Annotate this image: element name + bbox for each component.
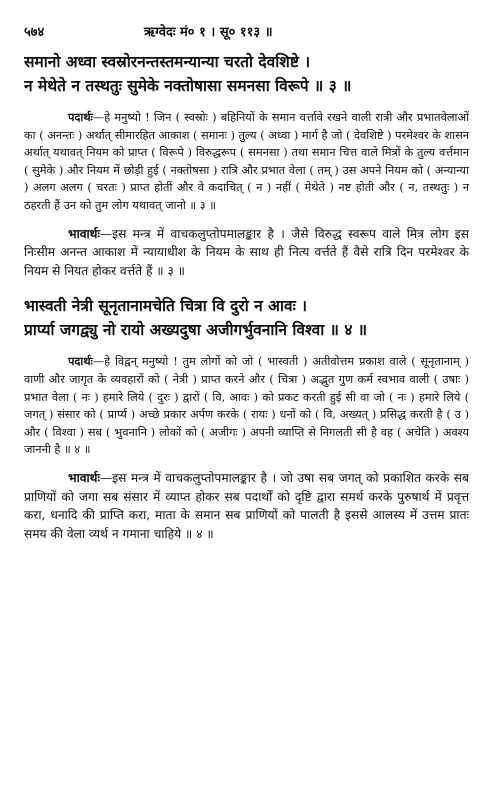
padartha-4-label: पदार्थः (68, 354, 93, 369)
running-head: ऋग्वेदः मं० १ । सू० ११३ ॥ (144, 25, 273, 40)
page-header (24, 22, 469, 46)
padartha-3-paragraph (24, 109, 469, 215)
bhavartha-3-paragraph (24, 225, 469, 281)
padartha-3-text: —हे मनुष्यो ! जिन ( स्वस्रोः ) बहिनियों के समान वर्त्तावे रखने वाली रात्री और प्रभातवेलाओं का ( अनन्तः ) अर्थात् सीमारहित आकाश ( समानः ) तुल्य ( अध्वा ) मार्ग है जो ( देवशिष्टे ) परमेश्वर के शासन अर्थात् यथावत् नियम को प्राप्त ( विरूपे ) विरुद्धरूप ( समनसा ) तथा समान चित्त वाले मित्रों के तुल्य वर्त्तमान ( सुमेके ) और नियम में छोड़ी हुई ( नक्तोषसा ) रात्रि और प्रभात वेला ( तम् ) उस अपने नियम को ( अन्यान्या ) अलग अलग ( चरतः ) प्राप्त होतीं और वे कदाचित् ( न ) नहीं ( मेथेते ) नष्ट होती और ( न, तस्थतुः ) न ठहरती हैं उन को तुम लोग यथावत् जानो ॥ ३ ॥ (24, 111, 469, 212)
bhavartha-3-label: भावार्थः (68, 226, 100, 241)
padartha-4-text: —हे विद्वन् मनुष्यो ! तुम लोगों को जो ( भास्वती ) अतीवोत्तम प्रकाश वाले ( सूनृतानाम् ) वाणी और जागृत के व्यवहारों को ( नेत्री ) प्राप्त करने और ( चित्रा ) अद्भुत गुण कर्म स्वभाव वाली ( उषाः ) प्रभात वेला ( नः ) हमारे लिये ( दुरः ) द्वारों ( वि, आवः ) को प्रकट करती हुई सी वा जो ( नः ) हमारे लिये ( जगत् ) संसार को ( प्रार्प्य ) अच्छे प्रकार अर्पण करके ( रायः ) धनों को ( वि, अख्यत् ) प्रसिद्ध करती है ( उ ) और ( विश्वा ) सब ( भुवनानि ) लोकों को ( अजीगः ) अपनी व्याप्ति से निगलती सी है वह ( अचेति ) अवश्य जाननी है ॥ ४ ॥ (24, 355, 469, 457)
padartha-4-paragraph (24, 353, 469, 459)
mantra-4-line-2: प्रार्प्या जगद्व्यु नो रायो अख्यदुषा अजीगर्भुवनानि विश्वा ॥ ४ ॥ (24, 320, 368, 340)
mantra-3-line-2: न मेथेते न तस्थतुः सुमेके नक्तोषासा समनसा विरूपे ॥ ३ ॥ (24, 76, 352, 95)
mantra-3-line-1: समानो अध्वा स्वस्रोरनन्तस्तमन्यान्या चरतो देवशिष्टे । (24, 52, 311, 71)
bhavartha-4-text: —इस मन्त्र में वाचकलुप्तोपमालङ्कार है । जो उषा सब जगत् को प्रकाशित करके सब प्राणियों को जगा सब संसार में व्याप्त होकर सब पदार्थों को दृष्टि द्वारा समर्थ करके पुरुषार्थ में प्रवृत्त करा, धनादि की प्राप्ति करा, माता के समान सब प्राणियों को पालती है इससे आलस्य में उत्तम प्रातः समय की वेला व्यर्थ न गमाना चाहिये ॥ ४ ॥ (24, 470, 469, 541)
bhavartha-4-label: भावार्थः (68, 470, 100, 485)
bhavartha-3-text: —इस मन्त्र में वाचकलुप्तोपमालङ्कार है । जैसे विरुद्ध स्वरूप वाले मित्र लोग इस निःसीम अनन्त आकाश में न्यायाधीश के नियम के साथ ही नित्य वर्त्तते हैं वैसे रात्रि दिन परमेश्वर के नियम से नियत होकर वर्त्तते हैं ॥ ३ ॥ (24, 226, 469, 278)
page-number: ५७४ (24, 25, 45, 40)
mantra-4-line-1: भास्वती नेत्री सूनृतानामचेति चित्रा वि दुरो न आवः । (24, 296, 307, 316)
mantra-4 (24, 294, 469, 342)
bhavartha-4-paragraph (24, 469, 469, 543)
padartha-3-label: पदार्थः (68, 110, 93, 124)
mantra-3 (24, 50, 469, 98)
